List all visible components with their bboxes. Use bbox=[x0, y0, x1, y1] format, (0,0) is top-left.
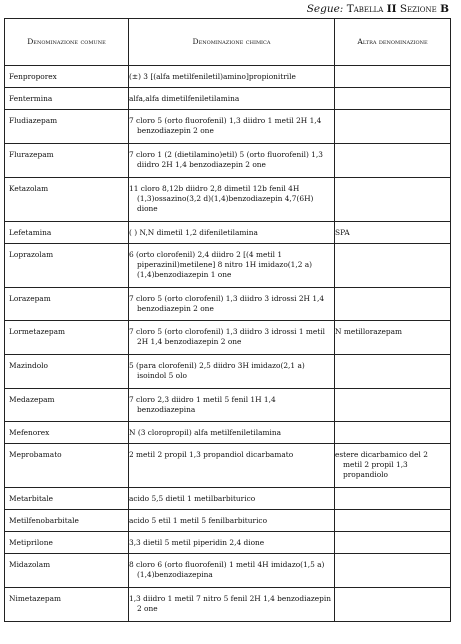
cell-comune bbox=[5, 532, 129, 554]
cell-altra bbox=[335, 355, 451, 389]
cell-chimica-text: 7 cloro 5 (orto clorofenil) 1,3 diidro 3 idrossi 2H 1,4 benzodiazepin 2 one bbox=[129, 294, 325, 313]
cell-altra bbox=[335, 389, 451, 422]
cell-comune-text: Metiprilone bbox=[9, 538, 53, 547]
table-row bbox=[5, 110, 451, 144]
cell-chimica bbox=[129, 178, 335, 222]
cell-chimica-text: 7 cloro 5 (orto fluorofenil) 1,3 diidro 1 metil 2H 1,4 benzodiazepin 2 one bbox=[129, 116, 322, 135]
table-row bbox=[5, 422, 451, 444]
cell-comune-text: Midazolam bbox=[9, 560, 51, 569]
cell-chimica-text: acido 5,5 dietil 1 metilbarbiturico bbox=[129, 494, 256, 503]
substances-table bbox=[4, 18, 451, 622]
column-header-chimica: Denominazione chimica bbox=[129, 19, 335, 66]
cell-altra bbox=[335, 88, 451, 110]
sezione-label: Sezione bbox=[399, 3, 437, 15]
cell-chimica-text: ( ) N,N dimetil 1,2 difeniletilamina bbox=[129, 228, 258, 237]
cell-comune bbox=[5, 510, 129, 532]
cell-altra bbox=[335, 110, 451, 144]
cell-altra bbox=[335, 321, 451, 355]
table-row bbox=[5, 554, 451, 588]
cell-chimica bbox=[129, 588, 335, 622]
cell-chimica-text: 6 (orto clorofenil) 2,4 diidro 2 [(4 metil 1 piperazinil)metilene] 8 nitro 1H imidazo(1,2 a)(1,4)benzodiazepin 1 one bbox=[129, 250, 313, 279]
table-row bbox=[5, 389, 451, 422]
cell-chimica bbox=[129, 110, 335, 144]
cell-comune bbox=[5, 554, 129, 588]
tabella-number: II bbox=[386, 3, 397, 15]
cell-comune bbox=[5, 88, 129, 110]
cell-chimica-text: alfa,alfa dimetilfeniletilamina bbox=[129, 94, 240, 103]
table-header-row bbox=[5, 19, 451, 66]
cell-altra-text bbox=[335, 66, 450, 77]
sezione-letter: B bbox=[440, 3, 449, 15]
cell-chimica bbox=[129, 244, 335, 288]
cell-chimica-text: 7 cloro 5 (orto clorofenil) 1,3 diidro 3 idrossi 1 metil 2H 1,4 benzodiazepin 2 one bbox=[129, 327, 325, 346]
cell-altra-text: estere dicarbamico del 2 metil 2 propil 1,3 propandiolo bbox=[335, 450, 428, 479]
cell-comune-text: Metarbitale bbox=[9, 494, 54, 503]
cell-comune bbox=[5, 588, 129, 622]
cell-chimica-text: acido 5 etil 1 metil 5 fenilbarbiturico bbox=[129, 516, 268, 525]
cell-comune-text: Medazepam bbox=[9, 395, 55, 404]
cell-comune bbox=[5, 488, 129, 510]
cell-chimica bbox=[129, 355, 335, 389]
tabella-label: Tabella bbox=[346, 3, 384, 15]
cell-comune bbox=[5, 321, 129, 355]
cell-altra bbox=[335, 588, 451, 622]
table-row bbox=[5, 222, 451, 244]
cell-altra-text bbox=[335, 588, 450, 599]
table-row bbox=[5, 244, 451, 288]
cell-comune bbox=[5, 422, 129, 444]
cell-chimica bbox=[129, 321, 335, 355]
cell-comune-text: Fludiazepam bbox=[9, 116, 58, 125]
cell-altra bbox=[335, 488, 451, 510]
cell-altra-text bbox=[335, 244, 450, 255]
cell-comune bbox=[5, 178, 129, 222]
cell-comune bbox=[5, 288, 129, 321]
cell-altra bbox=[335, 244, 451, 288]
page-header bbox=[307, 3, 449, 15]
cell-altra-text bbox=[335, 88, 450, 99]
cell-chimica bbox=[129, 488, 335, 510]
column-header-altra: Altra denominazione bbox=[335, 19, 451, 66]
cell-chimica bbox=[129, 444, 335, 488]
cell-comune bbox=[5, 66, 129, 88]
cell-chimica-text: 2 metil 2 propil 1,3 propandiol dicarbamato bbox=[129, 450, 294, 459]
table-row bbox=[5, 178, 451, 222]
cell-altra bbox=[335, 144, 451, 178]
cell-altra bbox=[335, 66, 451, 88]
cell-comune-text: Lormetazepam bbox=[9, 327, 66, 336]
cell-comune-text: Mazindolo bbox=[9, 361, 48, 370]
cell-altra-text: SPA bbox=[335, 228, 350, 237]
cell-comune-text: Ketazolam bbox=[9, 184, 49, 193]
column-header-comune: Denominazione comune bbox=[5, 19, 129, 66]
cell-chimica bbox=[129, 88, 335, 110]
cell-comune bbox=[5, 244, 129, 288]
table-row bbox=[5, 66, 451, 88]
cell-altra bbox=[335, 554, 451, 588]
cell-chimica bbox=[129, 389, 335, 422]
table-row bbox=[5, 288, 451, 321]
cell-comune-text: Lefetamina bbox=[9, 228, 52, 237]
cell-comune bbox=[5, 389, 129, 422]
cell-comune-text: Fentermina bbox=[9, 94, 53, 103]
cell-altra-text bbox=[335, 510, 450, 521]
cell-chimica-text: 8 cloro 6 (orto fluorofenil) 1 metil 4H imidazo(1,5 a) (1,4)benzodiazepina bbox=[129, 560, 325, 579]
cell-altra-text bbox=[335, 288, 450, 299]
cell-altra-text bbox=[335, 422, 450, 433]
cell-comune-text: Fenproporex bbox=[9, 72, 57, 81]
cell-comune-text: Loprazolam bbox=[9, 250, 54, 259]
table-row bbox=[5, 144, 451, 178]
cell-chimica bbox=[129, 554, 335, 588]
table-row bbox=[5, 488, 451, 510]
cell-altra bbox=[335, 532, 451, 554]
table-row bbox=[5, 510, 451, 532]
cell-altra bbox=[335, 444, 451, 488]
cell-altra bbox=[335, 178, 451, 222]
cell-altra bbox=[335, 422, 451, 444]
cell-chimica-text: 7 cloro 1 (2 (dietilamino)etil) 5 (orto fluorofenil) 1,3 diidro 2H 1,4 benzodiazepin 2 one bbox=[129, 150, 323, 169]
table-row bbox=[5, 588, 451, 622]
cell-comune-text: Mefenorex bbox=[9, 428, 50, 437]
cell-altra-text bbox=[335, 110, 450, 121]
cell-comune-text: Flurazepam bbox=[9, 150, 54, 159]
cell-chimica-text: 7 cloro 2,3 diidro 1 metil 5 fenil 1H 1,4 benzodiazepina bbox=[129, 395, 276, 414]
cell-altra-text bbox=[335, 178, 450, 189]
cell-altra-text: N metillorazepam bbox=[335, 327, 403, 336]
segue-label: Segue: bbox=[306, 3, 344, 15]
cell-chimica-text: 3,3 dietil 5 metil piperidin 2,4 dione bbox=[129, 538, 265, 547]
table-row bbox=[5, 444, 451, 488]
cell-altra bbox=[335, 510, 451, 532]
table-row bbox=[5, 88, 451, 110]
cell-altra-text bbox=[335, 488, 450, 499]
cell-chimica bbox=[129, 288, 335, 321]
cell-chimica bbox=[129, 422, 335, 444]
cell-altra-text bbox=[335, 554, 450, 565]
cell-comune-text: Nimetazepam bbox=[9, 594, 62, 603]
cell-chimica bbox=[129, 66, 335, 88]
cell-comune bbox=[5, 222, 129, 244]
cell-chimica-text: (±) 3 [(alfa metilfeniletil)amino]propionitrile bbox=[129, 72, 296, 81]
cell-chimica-text: N (3 cloropropil) alfa metilfeniletilamina bbox=[129, 428, 282, 437]
cell-altra bbox=[335, 222, 451, 244]
table-row bbox=[5, 321, 451, 355]
cell-chimica bbox=[129, 532, 335, 554]
table-row bbox=[5, 532, 451, 554]
cell-comune bbox=[5, 144, 129, 178]
cell-chimica-text: 11 cloro 8,12b diidro 2,8 dimetil 12b fenil 4H (1,3)ossazino(3,2 d)(1,4)benzodiazepin 4,7(6H) dione bbox=[129, 184, 314, 213]
cell-comune bbox=[5, 355, 129, 389]
cell-altra-text bbox=[335, 389, 450, 400]
cell-altra-text bbox=[335, 532, 450, 543]
cell-comune-text: Lorazepam bbox=[9, 294, 51, 303]
cell-comune bbox=[5, 110, 129, 144]
cell-altra bbox=[335, 288, 451, 321]
cell-chimica-text: 5 (para clorofenil) 2,5 diidro 3H imidazo(2,1 a) isoindol 5 olo bbox=[129, 361, 305, 380]
cell-altra-text bbox=[335, 355, 450, 366]
cell-chimica-text: 1,3 diidro 1 metil 7 nitro 5 fenil 2H 1,4 benzodiazepin 2 one bbox=[129, 594, 332, 613]
cell-chimica bbox=[129, 222, 335, 244]
cell-comune-text: Metilfenobarbitale bbox=[9, 516, 79, 525]
cell-chimica bbox=[129, 144, 335, 178]
cell-comune-text: Meprobamato bbox=[9, 450, 62, 459]
table-row bbox=[5, 355, 451, 389]
cell-altra-text bbox=[335, 144, 450, 155]
cell-comune bbox=[5, 444, 129, 488]
cell-chimica bbox=[129, 510, 335, 532]
